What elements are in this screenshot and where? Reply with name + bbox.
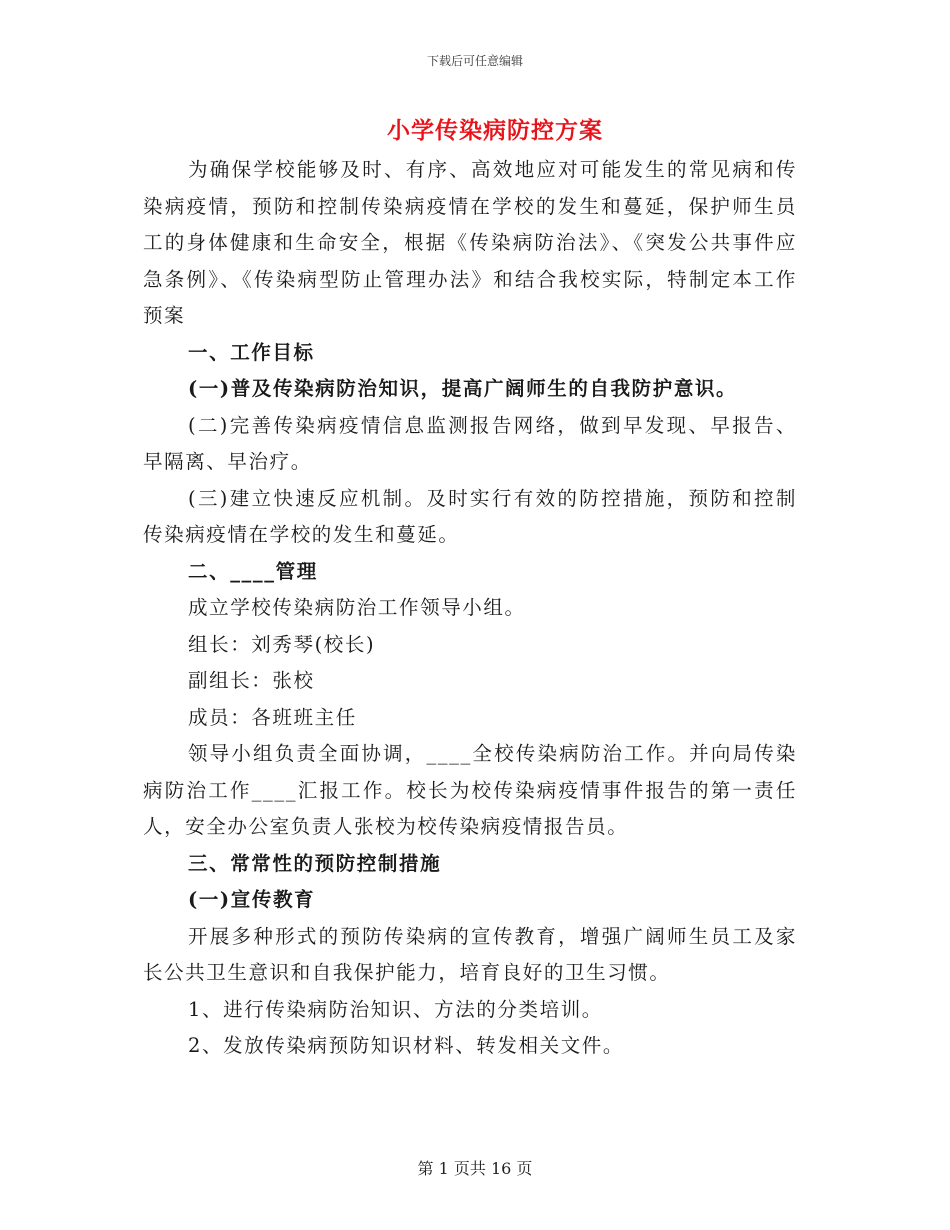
education-paragraph: 开展多种形式的预防传染病的宣传教育，增强广阔师生员工及家长公共卫生意识和自我保护能力，培育良好的卫生习惯。 bbox=[143, 924, 797, 984]
team-leader-line: 组长：刘秀琴(校长) bbox=[188, 632, 376, 656]
document-title: 小学传染病防控方案 bbox=[387, 117, 603, 144]
deputy-leader-line: 副组长：张校 bbox=[188, 669, 315, 692]
section-heading-goals: 一、工作目标 bbox=[188, 340, 315, 364]
document-body bbox=[143, 152, 797, 1065]
page-number-footer: 第 1 页共 16 页 bbox=[417, 1159, 533, 1178]
list-item-2: 2、发放传染病预防知识材料、转发相关文件。 bbox=[188, 1034, 625, 1057]
list-item-1: 1、进行传染病防治知识、方法的分类培训。 bbox=[188, 997, 603, 1021]
responsibility-paragraph: 领导小组负责全面协调，____全校传染病防治工作。并向局传染病防治工作____汇报工作。校长为校传染病疫情事件报告的第一责任人，安全办公室负责人张校为校传染病疫情报告员。 bbox=[143, 742, 797, 838]
section-heading-measures: 三、常常性的预防控制措施 bbox=[188, 851, 442, 875]
goal-item-1: (一)普及传染病防治知识，提高广阔师生的自我防护意识。 bbox=[188, 377, 738, 400]
members-line: 成员：各班班主任 bbox=[188, 705, 357, 729]
management-paragraph: 成立学校传染病防治工作领导小组。 bbox=[188, 596, 526, 619]
goal-item-3: (三)建立快速反应机制。及时实行有效的防控措施，预防和控制传染病疫情在学校的发生和蔓延。 bbox=[143, 486, 797, 546]
header-note: 下载后可任意编辑 bbox=[426, 54, 523, 68]
intro-paragraph: 为确保学校能够及时、有序、高效地应对可能发生的常见病和传染病疫情，预防和控制传染病疫情在学校的发生和蔓延，保护师生员工的身体健康和生命安全，根据《传染病防治法》、《突发公共事件应急条例》、《传染病型防止管理办法》和结合我校实际，特制定本工作预案 bbox=[143, 158, 797, 327]
section-heading-management: 二、____管理 bbox=[188, 559, 318, 583]
goal-item-2: (二)完善传染病疫情信息监测报告网络，做到早发现、早报告、早隔离、早治疗。 bbox=[143, 413, 797, 473]
subsection-heading-education: (一)宣传教育 bbox=[188, 888, 316, 911]
